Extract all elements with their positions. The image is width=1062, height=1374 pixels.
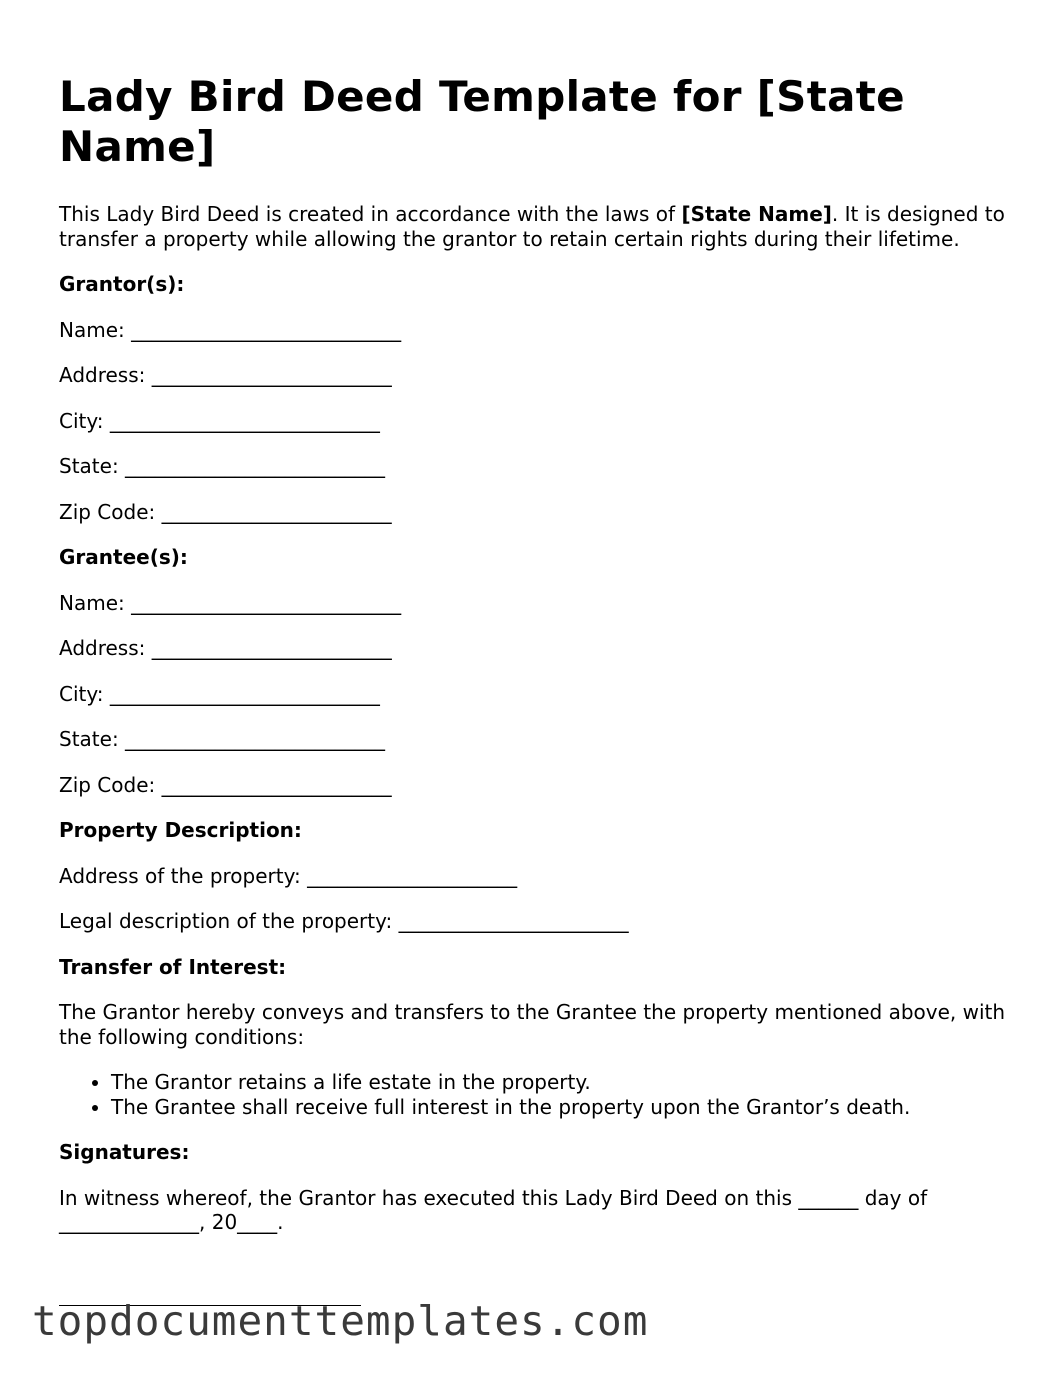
transfer-paragraph: The Grantor hereby conveys and transfers to the Grantee the property mentioned above, with the following conditions: [59,1000,1006,1049]
grantor-name-field[interactable]: Name: ___________________________ [59,317,402,342]
property-heading: Property Description: [59,818,302,842]
grantor-zip-field[interactable]: Zip Code: _______________________ [59,499,392,524]
property-address-field[interactable]: Address of the property: _____________________ [59,863,518,888]
grantor-heading: Grantor(s): [59,272,185,296]
signatures-heading: Signatures: [59,1140,190,1164]
property-legal-description-field[interactable]: Legal description of the property: _______________________ [59,909,629,933]
condition-item: • The Grantee shall receive full interest in the property upon the Grantor’s death. [111,1095,1009,1120]
transfer-heading: Transfer of Interest: [59,954,287,979]
conditions-list [59,1070,1009,1119]
intro-text-before: This Lady Bird Deed is created in accordance with the laws of [59,202,682,226]
intro-paragraph [59,202,1009,251]
intro-text-after: . It is designed to transfer a property while allowing the grantor to retain certain rights during their lifetime. [59,202,1005,251]
grantee-address-field[interactable]: Address: ________________________ [59,636,392,660]
page-title: Lady Bird Deed Template for [State Name] [59,72,905,171]
grantor-city-field[interactable]: City: ___________________________ [59,408,380,433]
signature-witness-paragraph[interactable]: In witness whereof, the Grantor has executed this Lady Bird Deed on this ______ day of ______________, 20____. [59,1185,928,1234]
grantee-state-field[interactable]: State: __________________________ [59,727,386,751]
grantee-zip-field[interactable]: Zip Code: _______________________ [59,772,392,797]
grantor-state-field[interactable]: State: __________________________ [59,454,386,478]
watermark: topdocumenttemplates.com [32,1297,649,1345]
grantee-name-field[interactable]: Name: ___________________________ [59,590,402,615]
condition-item: • The Grantor retains a life estate in the property. [111,1070,1009,1095]
grantee-city-field[interactable]: City: ___________________________ [59,681,380,706]
intro-state-name: [State Name] [681,202,832,226]
grantor-address-field[interactable]: Address: ________________________ [59,363,392,387]
grantee-heading: Grantee(s): [59,545,188,569]
document [59,72,1009,1256]
